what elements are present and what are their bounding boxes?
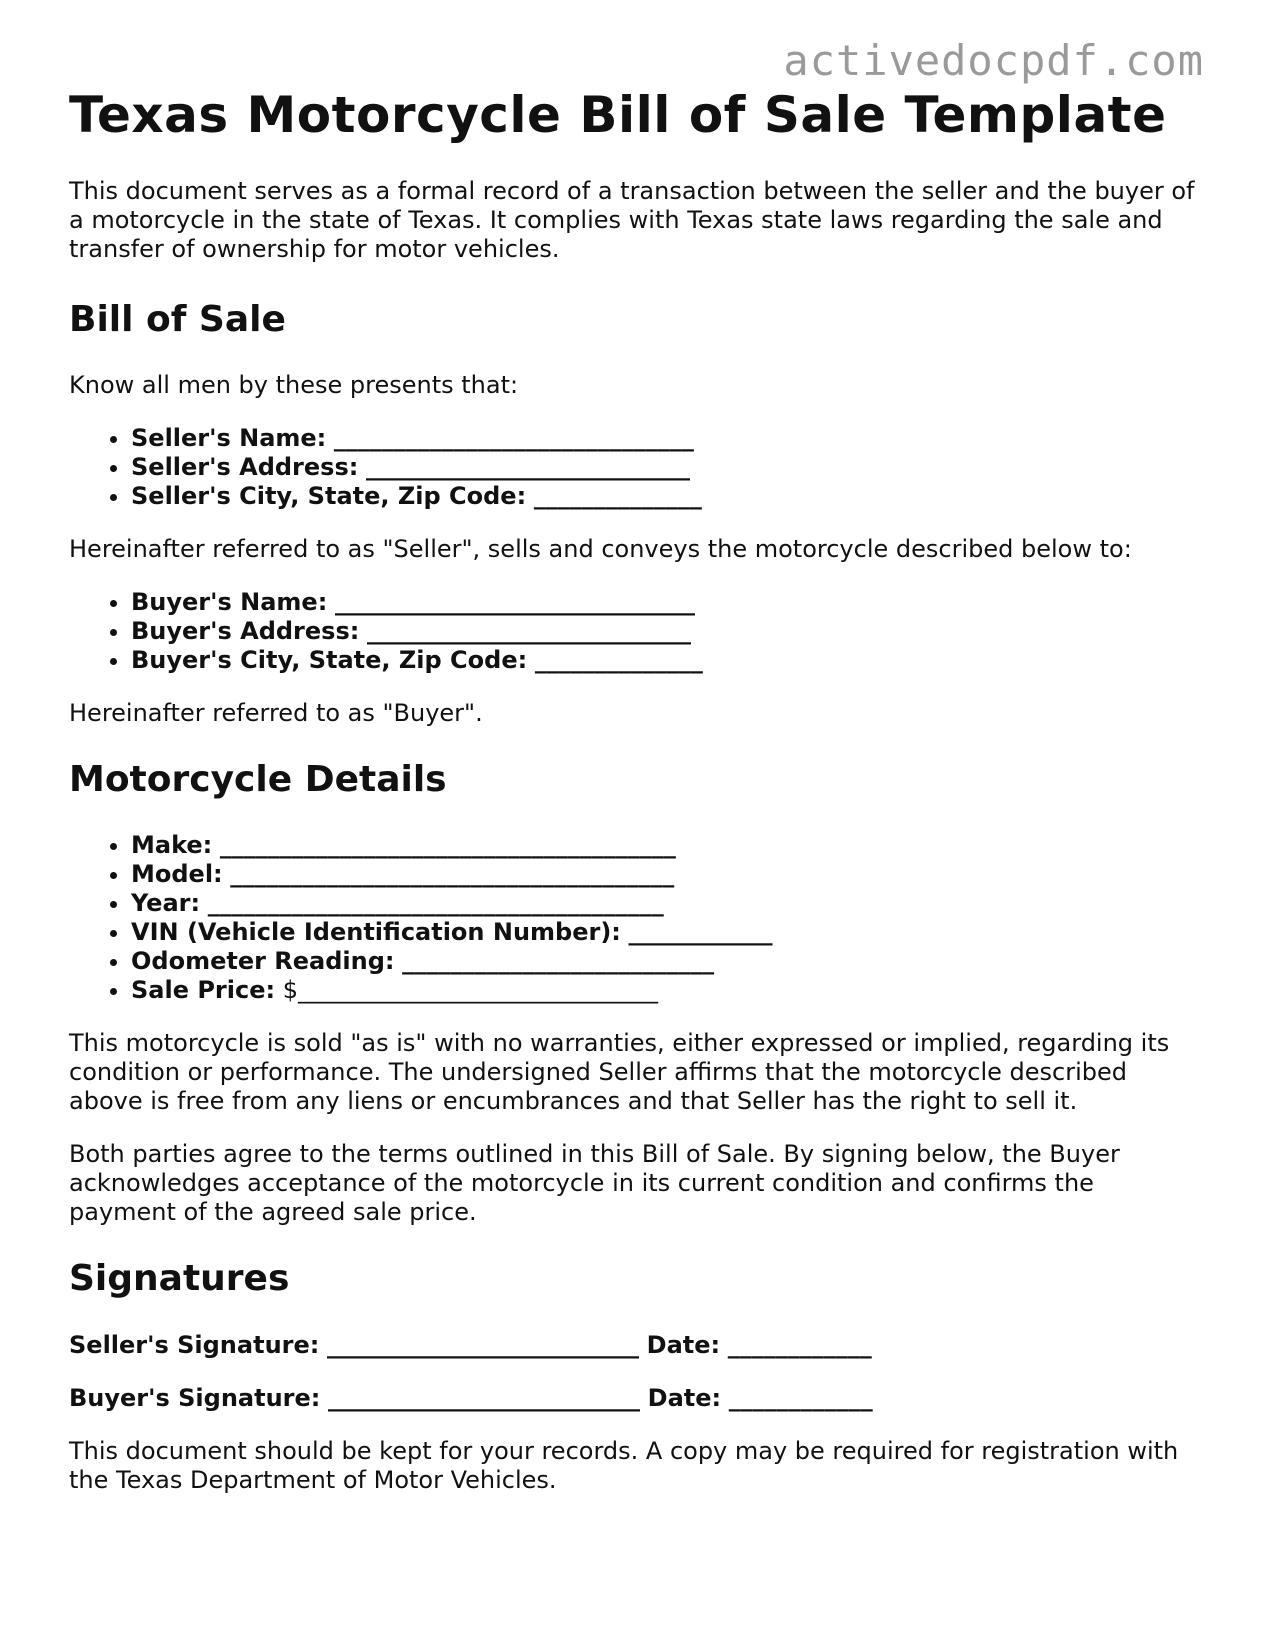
field-label: Sale Price: — [131, 976, 276, 1005]
motorcycle-details-heading: Motorcycle Details — [69, 759, 447, 801]
seller-date-label: Date: — [646, 1330, 721, 1359]
seller-date-blank[interactable]: ____________ — [727, 1330, 872, 1359]
document-title: Texas Motorcycle Bill of Sale Template — [69, 86, 1167, 144]
field-blank[interactable]: ______________ — [534, 646, 703, 675]
field-blank[interactable]: ______________________________________ — [219, 831, 676, 860]
field-label: Seller's Address: — [131, 453, 359, 482]
field-blank[interactable]: __________________________ — [402, 947, 715, 976]
field-label: Make: — [131, 831, 213, 860]
sale-price-field — [131, 976, 1199, 1005]
field-blank[interactable]: ____________ — [628, 918, 773, 947]
lead-text: Know all men by these presents that: — [69, 371, 519, 400]
field-label: Buyer's Address: — [131, 617, 360, 646]
footer-paragraph: This document should be kept for your records. A copy may be required for registration with the Texas Department of Motor Vehicles. — [69, 1436, 1179, 1494]
buyer-note: Hereinafter referred to as "Buyer". — [69, 699, 483, 728]
vin-field — [131, 918, 1199, 947]
model-field — [131, 860, 1199, 889]
field-blank[interactable]: ______________________________ — [333, 424, 694, 453]
buyer-signature-label: Buyer's Signature: — [69, 1383, 321, 1412]
field-label: VIN (Vehicle Identification Number): — [131, 918, 621, 947]
seller-note: Hereinafter referred to as "Seller", sells and conveys the motorcycle described below to: — [69, 535, 1132, 564]
signatures-heading: Signatures — [69, 1258, 290, 1300]
document-page — [69, 88, 1199, 1519]
buyer-signature-line — [69, 1384, 1199, 1413]
intro-paragraph: This document serves as a formal record of a transaction between the seller and the buyer of a motorcycle in the state of Texas. It complies with Texas state laws regarding the sale and transfer of ownership for motor vehicles. — [69, 177, 1195, 263]
field-blank[interactable]: ___________________________ — [366, 617, 691, 646]
field-label: Odometer Reading: — [131, 947, 395, 976]
buyer-fields-list — [69, 588, 1199, 675]
agreement-paragraph: Both parties agree to the terms outlined in this Bill of Sale. By signing below, the Buyer acknowledges acceptance of the motorcycle in its current condition and confirms the payment of the agreed sale price. — [69, 1140, 1120, 1227]
seller-fields-list — [69, 424, 1199, 511]
seller-signature-label: Seller's Signature: — [69, 1330, 320, 1359]
make-field — [131, 831, 1199, 860]
seller-signature-blank[interactable]: __________________________ — [327, 1330, 639, 1359]
buyer-signature-blank[interactable]: __________________________ — [328, 1383, 641, 1412]
field-label: Seller's Name: — [131, 424, 327, 453]
as-is-paragraph: This motorcycle is sold "as is" with no warranties, either expressed or implied, regarding its condition or performance. The undersigned Seller affirms that the motorcycle described above is free from any liens or encumbrances and that Seller has the right to sell it. — [69, 1029, 1170, 1116]
buyer-address-field — [131, 617, 1199, 646]
buyer-date-label: Date: — [647, 1383, 722, 1412]
field-blank[interactable]: $______________________________ — [282, 976, 659, 1005]
seller-city-field — [131, 482, 1199, 511]
field-label: Buyer's Name: — [131, 588, 328, 617]
field-label: Seller's City, State, Zip Code: — [131, 482, 527, 511]
seller-signature-line — [69, 1331, 1199, 1360]
seller-name-field — [131, 424, 1199, 453]
field-label: Model: — [131, 860, 223, 889]
field-blank[interactable]: ______________________________________ — [207, 889, 664, 918]
field-blank[interactable]: ______________________________ — [334, 588, 695, 617]
field-label: Year: — [131, 889, 201, 918]
field-blank[interactable]: ___________________________ — [365, 453, 690, 482]
watermark: activedocpdf.com — [783, 36, 1204, 85]
bill-of-sale-heading: Bill of Sale — [69, 299, 286, 340]
buyer-name-field — [131, 588, 1199, 617]
buyer-date-blank[interactable]: ____________ — [728, 1383, 873, 1412]
field-blank[interactable]: ______________ — [533, 482, 702, 511]
seller-address-field — [131, 453, 1199, 482]
odometer-field — [131, 947, 1199, 976]
field-label: Buyer's City, State, Zip Code: — [131, 646, 528, 675]
field-blank[interactable]: _____________________________________ — [230, 860, 675, 889]
year-field — [131, 889, 1199, 918]
buyer-city-field — [131, 646, 1199, 675]
motorcycle-fields-list — [69, 831, 1199, 1005]
